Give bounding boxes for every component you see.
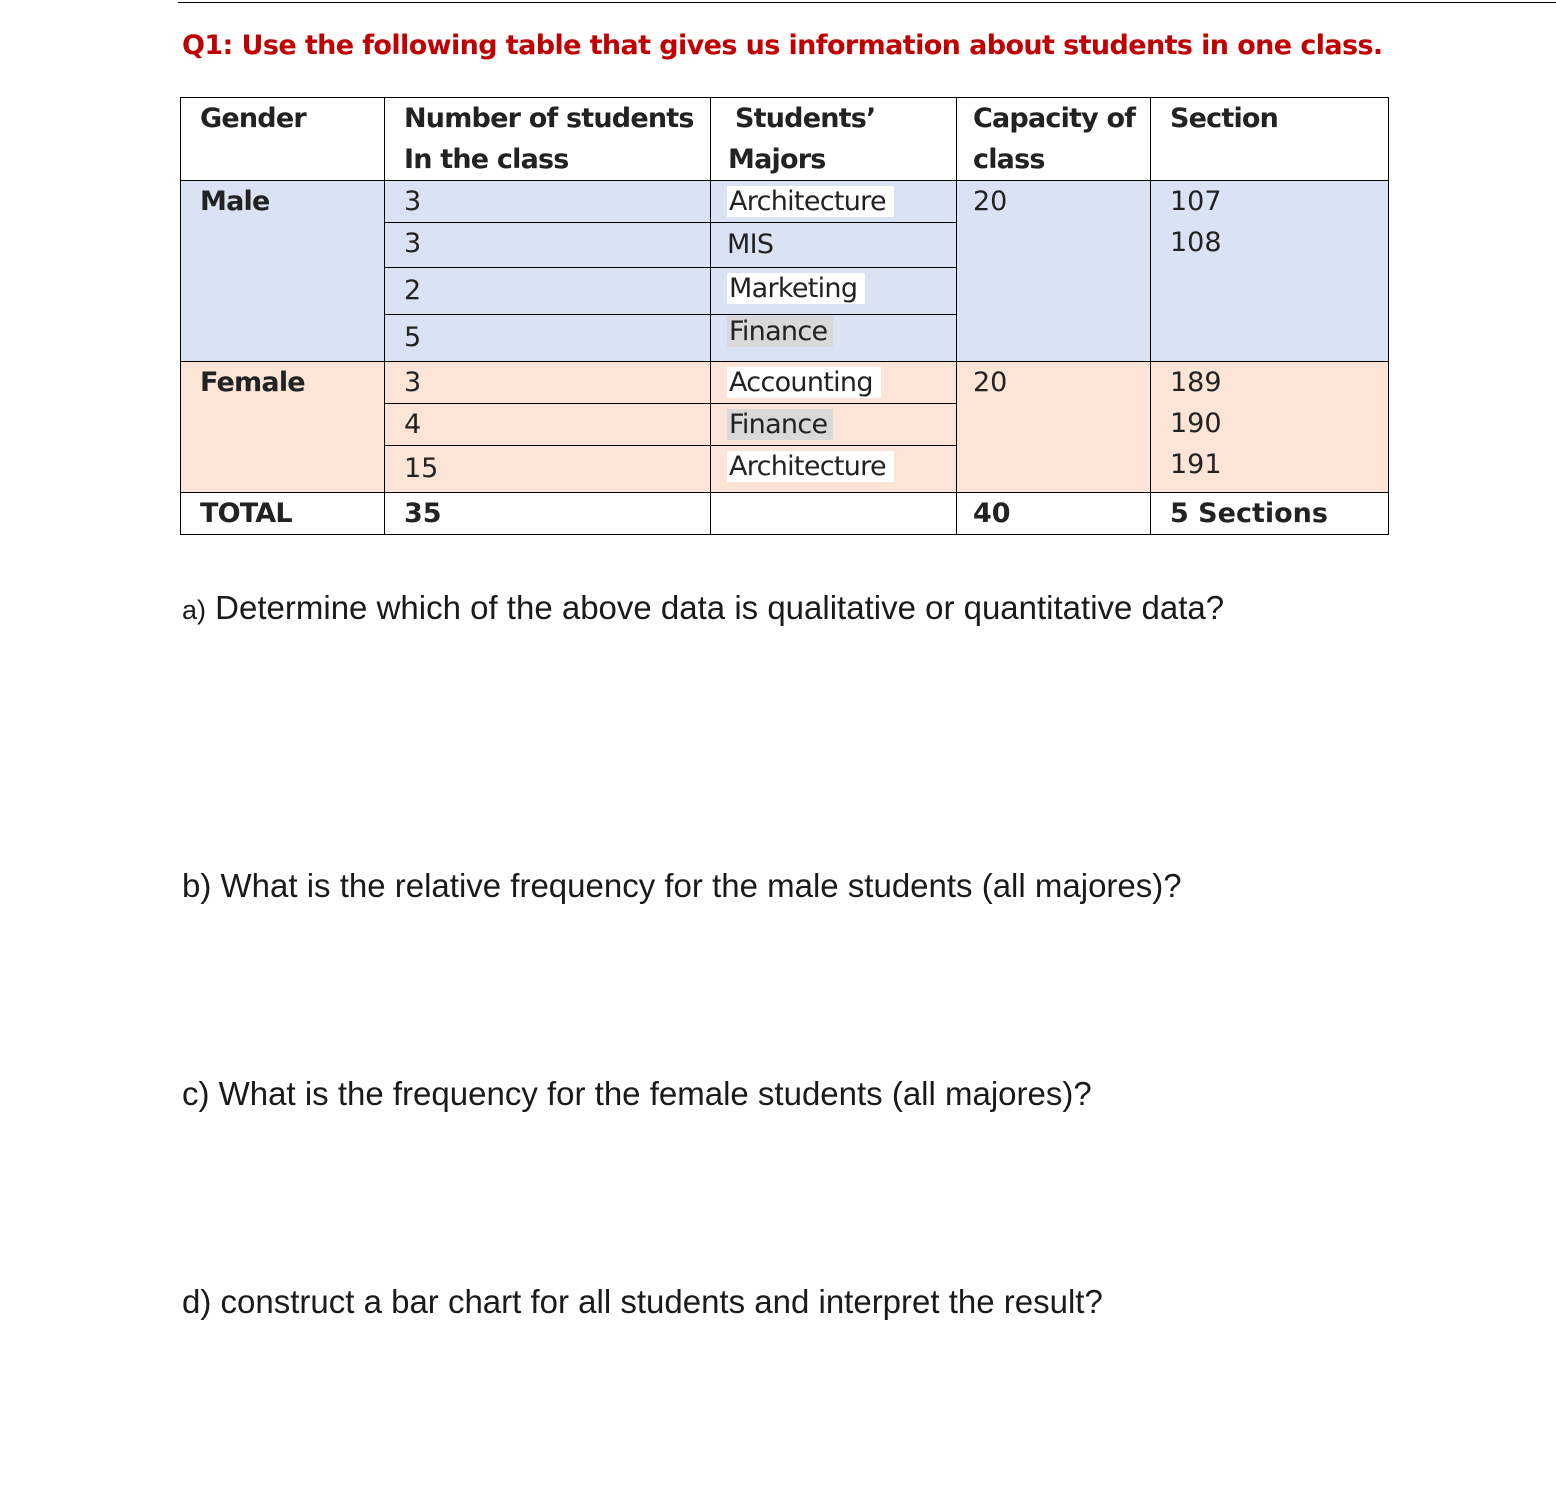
total-capacity: 40 [957, 493, 1151, 535]
total-label: TOTAL [181, 493, 385, 535]
male-capacity: 20 [957, 181, 1151, 362]
male-major-cell: Architecture [711, 181, 957, 223]
male-number-cell: 2 [385, 268, 711, 315]
female-major-cell: Accounting [711, 362, 957, 404]
question-c: c) What is the frequency for the female students (all majores)? [182, 1075, 1092, 1112]
female-label: Female [181, 362, 385, 493]
female-major-cell: Finance [711, 404, 957, 446]
table-row [181, 181, 1389, 223]
question-b: b) What is the relative frequency for the male students (all majores)? [182, 867, 1182, 904]
total-row [181, 493, 1389, 535]
female-major-cell: Architecture [711, 446, 957, 493]
header-section: Section [1151, 98, 1389, 181]
male-label: Male [181, 181, 385, 362]
female-capacity: 20 [957, 362, 1151, 493]
top-rule [178, 2, 1556, 3]
male-major-cell: Finance [711, 315, 957, 362]
female-sections: 189 190 191 [1151, 362, 1389, 493]
header-row [181, 98, 1389, 181]
header-number-of-students: Number of students In the class [385, 98, 711, 181]
question-d: d) construct a bar chart for all students and interpret the result? [182, 1283, 1103, 1320]
male-number-cell: 5 [385, 315, 711, 362]
header-capacity: Capacity of class [957, 98, 1151, 181]
male-major-cell: Marketing [711, 268, 957, 315]
female-number-cell: 15 [385, 446, 711, 493]
total-major [711, 493, 957, 535]
male-number-cell: 3 [385, 181, 711, 223]
total-section: 5 Sections [1151, 493, 1389, 535]
header-students-majors: Students’ Majors [711, 98, 957, 181]
students-table [180, 97, 1389, 535]
male-number-cell: 3 [385, 223, 711, 268]
header-gender: Gender [181, 98, 385, 181]
male-major-cell: MIS [711, 223, 957, 268]
total-number: 35 [385, 493, 711, 535]
female-number-cell: 4 [385, 404, 711, 446]
question-a: a) Determine which of the above data is qualitative or quantitative data? [182, 589, 1225, 626]
question-title: Q1: Use the following table that gives us information about students in one class. [182, 30, 1383, 61]
female-number-cell: 3 [385, 362, 711, 404]
table-row [181, 362, 1389, 404]
male-sections: 107 108 [1151, 181, 1389, 362]
